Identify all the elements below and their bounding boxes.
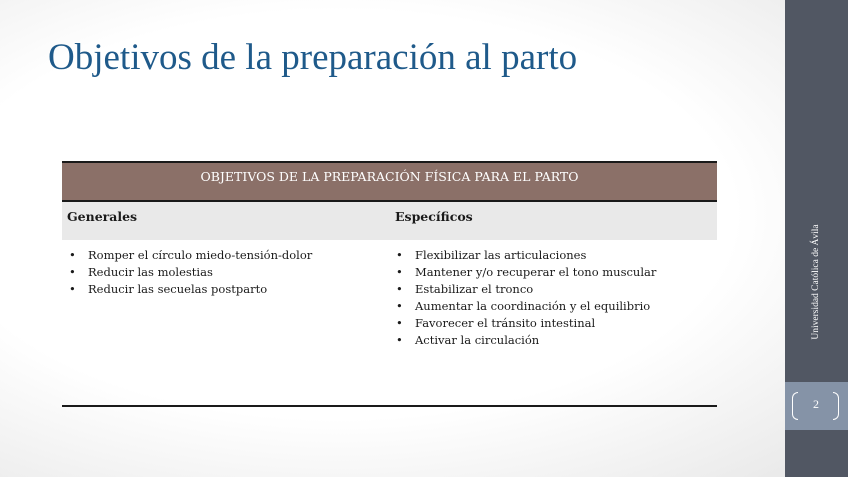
column-header-generales: Generales: [67, 209, 138, 224]
bullet-icon: •: [396, 248, 403, 262]
page-number: 2: [813, 397, 819, 411]
list-item: • Favorecer el tránsito intestinal: [396, 316, 596, 330]
list-item: • Estabilizar el tronco: [396, 282, 534, 296]
bullet-icon: •: [69, 282, 76, 296]
slide-title: Objetivos de la preparación al parto: [48, 37, 578, 78]
sidebar-university-label: Universidad Católica de Ávila: [811, 224, 821, 340]
list-item: • Activar la circulación: [396, 333, 540, 347]
left-brace-icon: [792, 392, 798, 420]
bullet-icon: •: [69, 265, 76, 279]
bullet-icon: •: [396, 316, 403, 330]
right-brace-icon: [833, 392, 839, 420]
especificos-list: [394, 247, 656, 349]
list-item: • Reducir las secuelas postparto: [69, 282, 268, 296]
bullet-icon: •: [396, 265, 403, 279]
bullet-icon: •: [396, 299, 403, 313]
list-item: • Reducir las molestias: [69, 265, 213, 279]
bullet-icon: •: [396, 333, 403, 347]
generales-list: [67, 247, 312, 298]
list-item: • Aumentar la coordinación y el equilibrio: [396, 299, 651, 313]
bullet-icon: •: [69, 248, 76, 262]
column-header-especificos: Específicos: [395, 209, 473, 224]
table-header: OBJETIVOS DE LA PREPARACIÓN FÍSICA PARA EL PARTO: [62, 161, 717, 202]
list-item: • Romper el círculo miedo-tensión-dolor: [69, 248, 313, 262]
list-item: • Mantener y/o recuperar el tono muscular: [396, 265, 657, 279]
table-column-headers: [62, 202, 717, 240]
list-item: • Flexibilizar las articulaciones: [396, 248, 587, 262]
objectives-table: [62, 161, 717, 408]
table-bottom-rule: [62, 405, 717, 407]
bullet-icon: •: [396, 282, 403, 296]
